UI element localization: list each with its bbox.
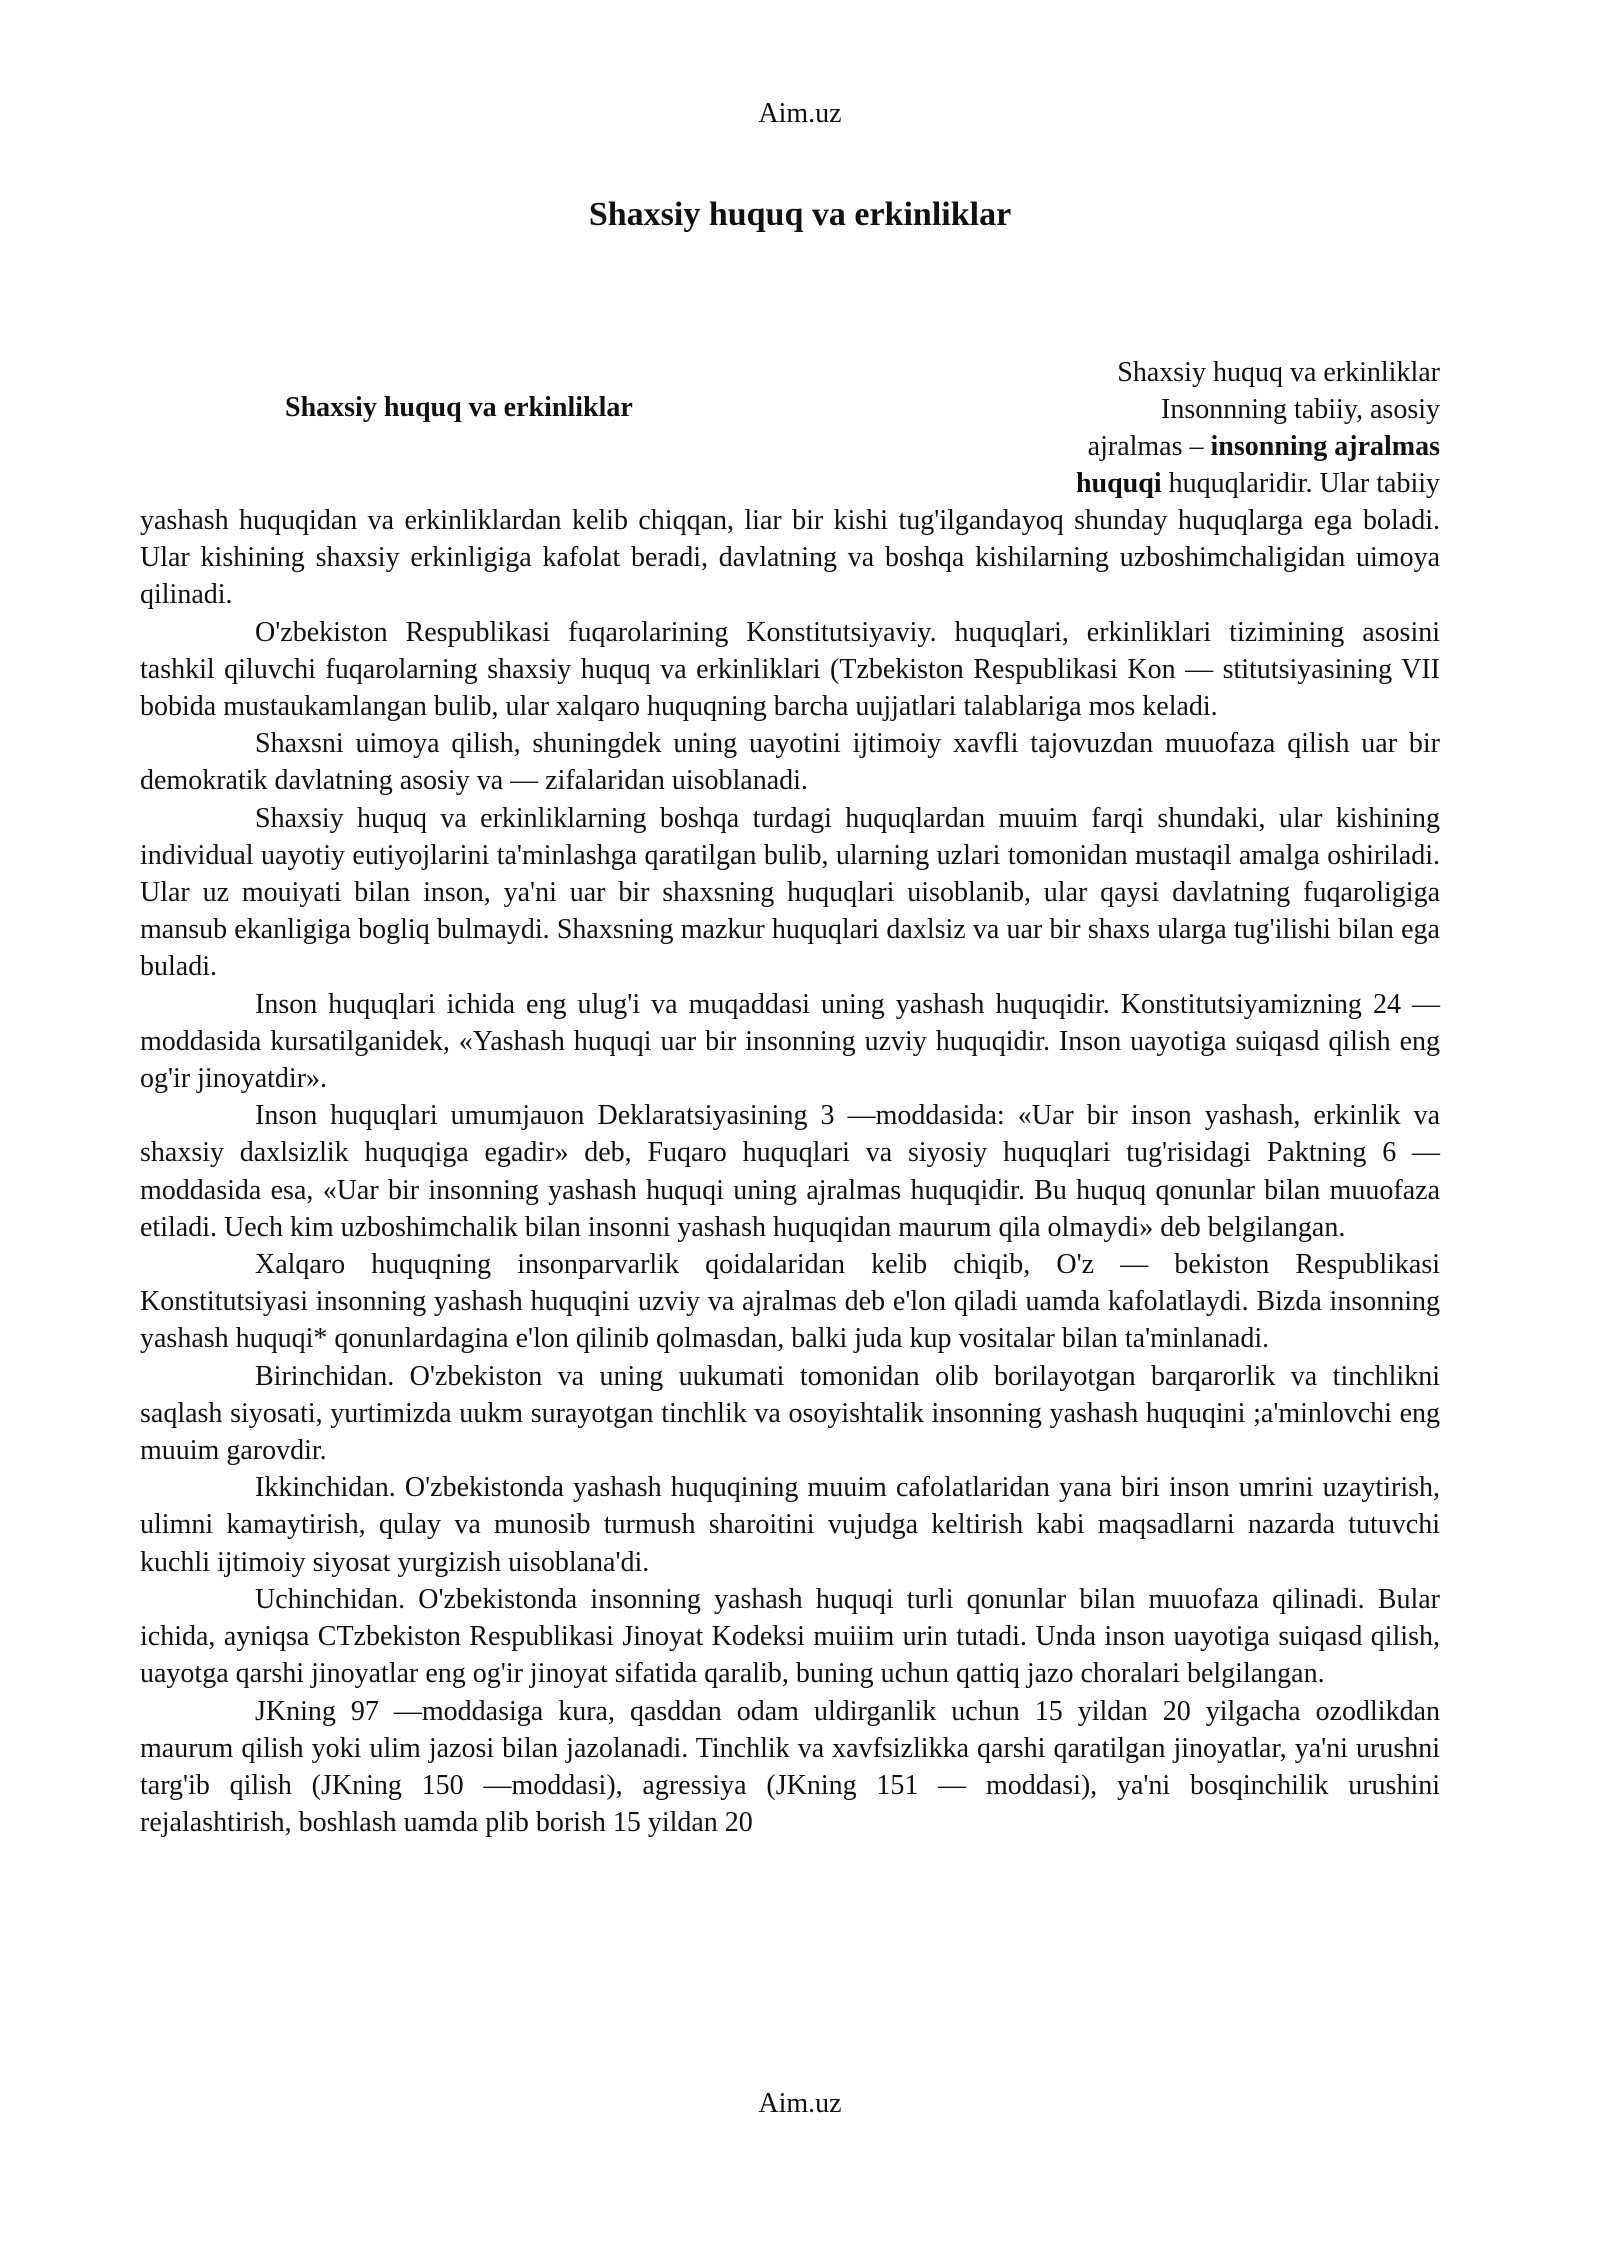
paragraph: Uchinchidan. O'zbekistonda insonning yashash huquqi turli qonunlar bilan muuofaza qilinadi. Bular ichida, ayniqsa CTzbekiston Respublikasi Jinoyat Kodeksi muiiim urin tutadi. Unda inson uayotiga suiqasd qilish, uayotga qarshi jinoyatlar eng og'ir jinoyat sifatida qaralib, buning uchun qattiq jazo choralari belgilangan. xyxy=(140,1583,1440,1690)
intro-right-bold: huquqi xyxy=(1075,468,1162,499)
paragraph: yashash huquqidan va erkinliklardan kelib chiqqan, liar bir kishi tug'ilgandayoq shunday huquqlarga ega boladi. Ular kishining shaxsiy erkinligiga kafolat beradi, davlatning va boshqa kishilarning uzboshimchaligidan uimoya qilinadi. xyxy=(140,505,1440,611)
intro-right-text: huquqlaridir. Ular tabiiy xyxy=(1161,468,1440,499)
page-header: Aim.uz xyxy=(758,98,842,129)
intro-right-line xyxy=(1000,465,1440,502)
intro-right-bold: insonning ajralmas xyxy=(1210,431,1440,462)
document-title: Shaxsiy huquq va erkinliklar xyxy=(588,196,1012,233)
paragraph: O'zbekiston Respublikasi fuqarolarining Konstitutsiyaviy. huquqlari, erkinliklari tizimining asosini tashkil qiluvchi fuqarolarning shaxsiy huquq va erkinliklari (Tzbekiston Respublikasi Kon — stitutsiyasining VII bobida mustaukamlangan bulib, ular xalqaro huquqning barcha uujjatlari talablariga mos keladi. xyxy=(140,616,1440,723)
paragraph: Inson huquqlari ichida eng ulug'i va muqaddasi uning yashash huquqidir. Konstitutsiyamizning 24 —moddasida kursatilganidek, «Yashash huquqi uar bir insonning uzviy huquqidir. Inson uayotiga suiqasd qilish eng og'ir jinoyatdir». xyxy=(140,988,1440,1095)
paragraph: Ikkinchidan. O'zbekistonda yashash huquqining muuim cafolatlaridan yana biri inson umrini uzaytirish, ulimni kamaytirish, qulay va munosib turmush sharoitini vujudga keltirish kabi maqsadlarni nazarda tutuvchi kuchli ijtimoiy siyosat yurgizish uisoblana'di. xyxy=(140,1472,1440,1578)
intro-right-block xyxy=(1000,354,1440,502)
intro-right-line xyxy=(1000,428,1440,465)
intro-left-heading: Shaxsiy huquq va erkinliklar xyxy=(285,392,633,423)
paragraph: Xalqaro huquqning insonparvarlik qoidalaridan kelib chiqib, O'z — bekiston Respublikasi Konstitutsiyasi insonning yashash huquqini uzviy va ajralmas deb e'lon qiladi uamda kafolatlaydi. Bizda insonning yashash huquqi* qonunlardagina e'lon qilinib qolmasdan, balki juda kup vositalar bilan ta'minlanadi. xyxy=(140,1249,1440,1355)
body-text xyxy=(140,502,1440,1841)
intro-right-line: Shaxsiy huquq va erkinliklar xyxy=(1117,357,1440,388)
paragraph: Inson huquqlari umumjauon Deklaratsiyasining 3 —moddasida: «Uar bir inson yashash, erkinlik va shaxsiy daxlsizlik huquqiga egadir» deb, Fuqaro huquqlari va siyosiy huquqlari tug'risidagi Paktning 6 — moddasida esa, «Uar bir insonning yashash huquqi uning ajralmas huquqidir. Bu huquq qonunlar bilan muuofaza etiladi. Uech kim uzboshimchalik bilan insonni yashash huquqidan maurum qila olmaydi» deb belgilangan. xyxy=(140,1100,1440,1243)
paragraph: Birinchidan. O'zbekiston va uning uukumati tomonidan olib borilayotgan barqarorlik va tinchlikni saqlash siyosati, yurtimizda uukm surayotgan tinchlik va osoyishtalik insonning yashash huquqini ;a'minlovchi eng muuim garovdir. xyxy=(140,1360,1440,1467)
paragraph: Shaxsni uimoya qilish, shuningdek uning uayotini ijtimoiy xavfli tajovuzdan muuofaza qilish uar bir demokratik davlatning asosiy va — zifalaridan uisoblanadi. xyxy=(140,728,1440,797)
intro-right-text: ajralmas – xyxy=(1087,431,1211,462)
intro-right-line: Insonnning tabiiy, asosiy xyxy=(1161,394,1440,425)
page-footer: Aim.uz xyxy=(758,2088,842,2119)
paragraph: Shaxsiy huquq va erkinliklarning boshqa turdagi huquqlardan muuim farqi shundaki, ular kishining individual uayotiy eutiyojlarini ta'minlashga qaratilgan bulib, ularning uzlari tomonidan mustaqil amalga oshiriladi. Ular uz mouiyati bilan inson, ya'ni uar bir shaxsning huquqlari uisoblanib, ular qaysi davlatning fuqaroligiga mansub ekanligiga bogliq bulmaydi. Shaxsning mazkur huquqlari daxlsiz va uar bir shaxs ularga tug'ilishi bilan ega buladi. xyxy=(140,802,1440,983)
paragraph: JKning 97 —moddasiga kura, qasddan odam uldirganlik uchun 15 yildan 20 yilgacha ozodlikdan maurum qilish yoki ulim jazosi bilan jazolanadi. Tinchlik va xavfsizlikka qarshi qaratilgan jinoyatlar, ya'ni urushni targ'ib qilish (JKning 150 —moddasi), agressiya (JKning 151 — moddasi), ya'ni bosqinchilik urushini rejalashtirish, boshlash uamda plib borish 15 yildan 20 xyxy=(140,1695,1440,1839)
